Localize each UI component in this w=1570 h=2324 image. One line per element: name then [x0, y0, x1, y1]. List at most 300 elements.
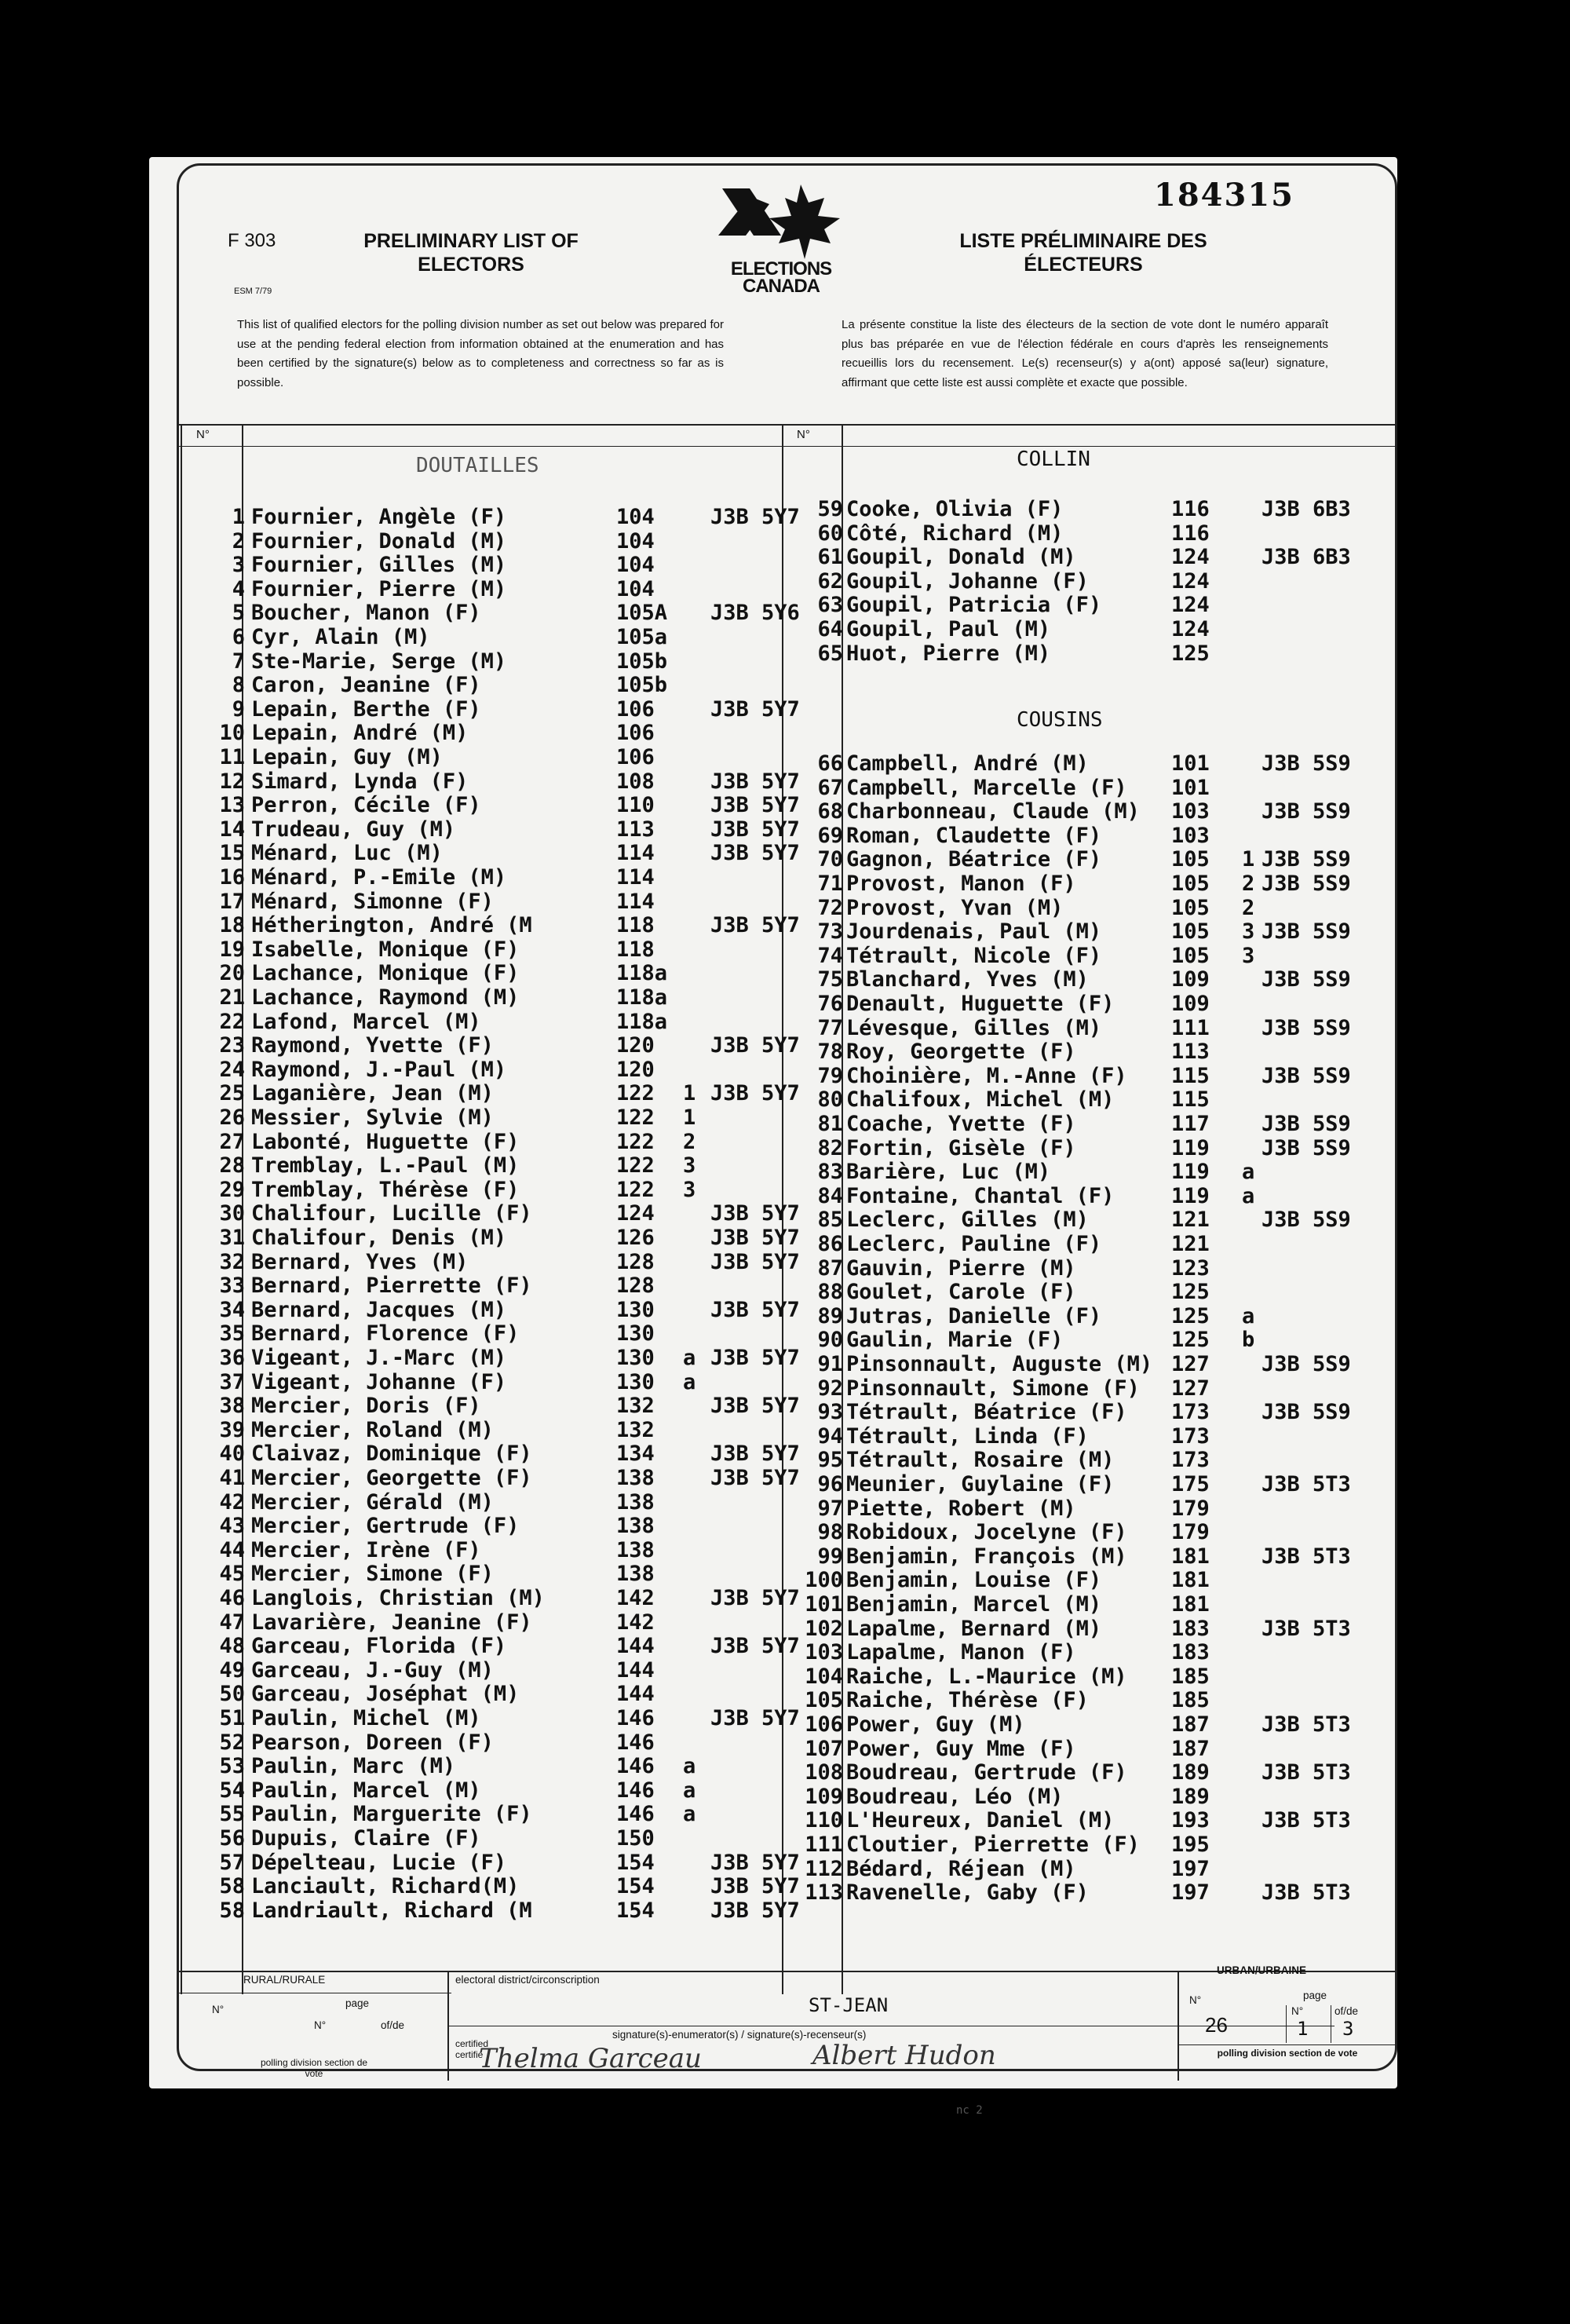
elector-address: 103 — [1171, 823, 1210, 848]
elector-name: Provost, Manon (F) — [846, 872, 1076, 896]
elector-address: 181 — [1171, 1568, 1210, 1593]
elector-number: 77 — [817, 1015, 843, 1040]
elector-number: 31 — [219, 1226, 245, 1250]
elector-number: 29 — [219, 1177, 245, 1202]
elector-number: 49 — [219, 1657, 245, 1683]
rural-no-label: N° — [212, 2004, 225, 2015]
elector-number: 60 — [817, 521, 843, 546]
elector-number: 72 — [817, 895, 843, 920]
urban-polling-label: polling division section de vote — [1217, 2048, 1358, 2059]
elector-number: 47 — [219, 1610, 245, 1635]
elector-address: 120 — [616, 1057, 655, 1082]
elector-name: Chalifour, Denis (M) — [251, 1226, 507, 1250]
elector-name: Paulin, Marguerite (F) — [251, 1802, 532, 1827]
elector-address: 105 — [1171, 872, 1210, 896]
elector-number: 9 — [232, 696, 245, 722]
elector-address: 130 — [616, 1297, 655, 1322]
elector-address: 127 — [1171, 1376, 1210, 1401]
logo-line2: CANADA — [743, 276, 820, 297]
elector-number: 63 — [817, 593, 843, 618]
elector-address-suffix: a — [683, 1802, 696, 1827]
elector-address-suffix: 1 — [1242, 847, 1255, 872]
elector-name: Langlois, Christian (M) — [251, 1586, 545, 1610]
elector-number: 53 — [219, 1754, 245, 1779]
elector-address-suffix: 2 — [683, 1129, 696, 1154]
elector-postal-code: J3B 5Y7 — [710, 1201, 800, 1226]
elector-number: 95 — [817, 1448, 843, 1473]
elector-number: 45 — [219, 1562, 245, 1587]
elector-address: 114 — [616, 841, 655, 866]
elector-address-suffix: a — [1242, 1303, 1255, 1328]
elector-address: 105 — [1171, 943, 1210, 968]
urban-cell-rule-1 — [1286, 2005, 1287, 2043]
elector-name: Chalifour, Lucille (F) — [251, 1201, 532, 1226]
elector-name: Raiche, L.-Maurice (M) — [846, 1664, 1127, 1689]
elector-name: Lachance, Raymond (M) — [251, 985, 520, 1010]
elector-name: Barière, Luc (M) — [846, 1160, 1051, 1185]
elector-name: Caron, Jeanine (F) — [251, 673, 481, 698]
elector-number: 33 — [219, 1273, 245, 1299]
elector-address: 183 — [1171, 1616, 1210, 1641]
elector-postal-code: J3B 5T3 — [1261, 1712, 1351, 1737]
rural-no-label-2: N° — [314, 2019, 327, 2031]
elector-address: 125 — [1171, 1303, 1210, 1328]
elector-name: Benjamin, Louise (F) — [846, 1568, 1102, 1593]
title-french: LISTE PRÉLIMINAIRE DES ÉLECTEURS — [959, 230, 1207, 276]
elector-number: 44 — [219, 1537, 245, 1562]
elector-name: Tremblay, Thérèse (F) — [251, 1177, 520, 1202]
elector-number: 71 — [817, 872, 843, 896]
elector-number: 75 — [817, 967, 843, 992]
elector-address: 119 — [1171, 1135, 1210, 1160]
elector-name: Lepain, Berthe (F) — [251, 696, 481, 722]
elector-name: Fournier, Gilles (M) — [251, 553, 507, 578]
elector-address: 122 — [616, 1153, 655, 1178]
elector-name: Pinsonnault, Auguste (M) — [846, 1352, 1153, 1376]
elector-address: 115 — [1171, 1087, 1210, 1113]
elector-name: Isabelle, Monique (F) — [251, 937, 520, 962]
elector-number: 92 — [817, 1376, 843, 1401]
electors-list-sheet — [149, 157, 1397, 2117]
elector-name: Mercier, Roland (M) — [251, 1417, 494, 1442]
elector-name: Gagnon, Béatrice (F) — [846, 847, 1102, 872]
elector-postal-code: J3B 5S9 — [1261, 1015, 1351, 1040]
elector-number: 13 — [219, 793, 245, 818]
elector-address: 144 — [616, 1634, 655, 1659]
elector-name: Roy, Georgette (F) — [846, 1040, 1076, 1065]
elector-name: Goupil, Johanne (F) — [846, 568, 1089, 594]
elector-address: 138 — [616, 1562, 655, 1587]
maple-leaf-x-icon — [706, 181, 856, 267]
elector-number: 88 — [817, 1280, 843, 1305]
elector-name: Boucher, Manon (F) — [251, 601, 481, 626]
elector-address: 197 — [1171, 1880, 1210, 1906]
elector-address: 154 — [616, 1898, 655, 1923]
urban-of-value: 3 — [1342, 2018, 1354, 2040]
elector-address: 124 — [1171, 593, 1210, 618]
elector-number: 82 — [817, 1135, 843, 1160]
title-english: PRELIMINARY LIST OF ELECTORS — [363, 230, 579, 276]
urban-of-label: of/de — [1334, 2005, 1359, 2017]
elector-address: 122 — [616, 1105, 655, 1130]
elector-number: 113 — [805, 1880, 843, 1906]
elector-postal-code: J3B 5S9 — [1261, 1208, 1351, 1233]
elector-number: 56 — [219, 1826, 245, 1851]
elector-name: Fortin, Gisèle (F) — [846, 1135, 1076, 1160]
elector-number: 7 — [232, 649, 245, 674]
elector-address: 104 — [616, 505, 655, 529]
elector-number: 66 — [817, 751, 843, 776]
section-heading-collin: COLLIN — [1017, 448, 1090, 471]
signature-label: signature(s)-enumerator(s) / signature(s)-recenseur(s) — [612, 2029, 867, 2041]
elector-name: Dépelteau, Lucie (F) — [251, 1850, 507, 1875]
elector-address: 109 — [1171, 992, 1210, 1016]
elector-number: 39 — [219, 1417, 245, 1442]
elector-name: Boudreau, Gertrude (F) — [846, 1760, 1127, 1785]
elector-name: Tétrault, Linda (F) — [846, 1423, 1089, 1449]
elector-postal-code: J3B 5Y7 — [710, 1706, 800, 1730]
elector-number: 42 — [219, 1489, 245, 1515]
elector-address: 189 — [1171, 1760, 1210, 1785]
form-subcode: ESM 7/79 — [234, 287, 272, 296]
elector-name: Jutras, Danielle (F) — [846, 1303, 1102, 1328]
elector-name: Lepain, Guy (M) — [251, 745, 443, 769]
rural-of-label: of/de — [381, 2019, 405, 2031]
signature-2: Albert Hudon — [812, 2040, 996, 2071]
elector-address: 138 — [616, 1466, 655, 1490]
elector-number: 19 — [219, 937, 245, 962]
elector-address: 187 — [1171, 1712, 1210, 1737]
elector-address: 125 — [1171, 1280, 1210, 1305]
elector-name: Campbell, Marcelle (F) — [846, 775, 1127, 800]
elector-address: 195 — [1171, 1833, 1210, 1857]
elector-name: Perron, Cécile (F) — [251, 793, 481, 818]
elector-address: 138 — [616, 1514, 655, 1539]
elector-name: Ravenelle, Gaby (F) — [846, 1880, 1089, 1906]
elector-number: 73 — [817, 919, 843, 945]
elector-name: Jourdenais, Paul (M) — [846, 919, 1102, 945]
elector-postal-code: J3B 5Y7 — [710, 793, 800, 818]
elector-address: 118 — [616, 937, 655, 962]
elector-address: 126 — [616, 1226, 655, 1250]
elector-name: Chalifoux, Michel (M) — [846, 1087, 1115, 1113]
elector-address: 109 — [1171, 967, 1210, 992]
elector-name: Tétrault, Nicole (F) — [846, 943, 1102, 968]
elector-address: 114 — [616, 889, 655, 914]
elector-name: Lanciault, Richard(M) — [251, 1874, 520, 1899]
elector-name: Piette, Robert (M) — [846, 1496, 1076, 1521]
elector-name: Benjamin, Marcel (M) — [846, 1592, 1102, 1617]
elector-address: 146 — [616, 1730, 655, 1755]
elector-number: 57 — [219, 1850, 245, 1875]
elector-address: 154 — [616, 1850, 655, 1875]
elector-number: 97 — [817, 1496, 843, 1521]
elector-number: 108 — [805, 1760, 843, 1785]
elector-number: 15 — [219, 841, 245, 866]
elector-postal-code: J3B 5S9 — [1261, 872, 1351, 896]
district-label: electoral district/circonscription — [455, 1974, 600, 1986]
rural-label: RURAL/RURALE — [243, 1974, 326, 1986]
elector-name: Campbell, André (M) — [846, 751, 1089, 776]
col-no-right: N° — [797, 428, 810, 441]
elector-name: Boudreau, Léo (M) — [846, 1784, 1064, 1809]
elector-postal-code: J3B 6B3 — [1261, 545, 1351, 570]
elector-name: Goupil, Paul (M) — [846, 617, 1051, 641]
elector-address: 105 — [1171, 895, 1210, 920]
elector-address-suffix: a — [1242, 1183, 1255, 1208]
elector-address: 122 — [616, 1081, 655, 1106]
elector-address: 173 — [1171, 1423, 1210, 1449]
elector-number: 109 — [805, 1784, 843, 1809]
elector-address: 101 — [1171, 751, 1210, 776]
elector-number: 84 — [817, 1183, 843, 1208]
elector-address-suffix: 3 — [1242, 943, 1255, 968]
elector-name: Bernard, Yves (M) — [251, 1249, 469, 1274]
elector-postal-code: J3B 5T3 — [1261, 1616, 1351, 1641]
elector-number: 37 — [219, 1369, 245, 1394]
elector-address: 128 — [616, 1273, 655, 1299]
elector-postal-code: J3B 5T3 — [1261, 1760, 1351, 1785]
elector-number: 21 — [219, 985, 245, 1010]
elector-number: 46 — [219, 1586, 245, 1610]
elector-postal-code: J3B 5Y7 — [710, 769, 800, 794]
elector-postal-code: J3B 5Y7 — [710, 1346, 800, 1370]
elector-address: 146 — [616, 1802, 655, 1827]
elector-number: 16 — [219, 865, 245, 890]
elector-name: Bernard, Florence (F) — [251, 1321, 520, 1347]
elector-postal-code: J3B 5T3 — [1261, 1880, 1351, 1906]
elector-number: 27 — [219, 1129, 245, 1154]
elector-address: 125 — [1171, 1328, 1210, 1353]
elector-address: 118a — [616, 985, 668, 1010]
elector-address: 138 — [616, 1537, 655, 1562]
elector-address: 118a — [616, 1009, 668, 1034]
elector-number: 22 — [219, 1009, 245, 1034]
footer-rule — [177, 1971, 1397, 1972]
elector-number: 36 — [219, 1346, 245, 1370]
elector-number: 83 — [817, 1160, 843, 1185]
elector-number: 1 — [232, 505, 245, 529]
elector-name: Tremblay, L.-Paul (M) — [251, 1153, 520, 1178]
elector-name: Gauvin, Pierre (M) — [846, 1255, 1076, 1281]
elector-address: 124 — [1171, 568, 1210, 594]
bottom-handwritten-mark: nc 2 — [956, 2104, 983, 2117]
elector-postal-code: J3B 5S9 — [1261, 1352, 1351, 1376]
elector-number: 61 — [817, 545, 843, 570]
elector-address: 118a — [616, 961, 668, 986]
elector-number: 2 — [232, 528, 245, 554]
elector-name: Fournier, Donald (M) — [251, 528, 507, 554]
district-value: ST-JEAN — [809, 1994, 889, 2016]
elector-number: 65 — [817, 641, 843, 666]
elector-address: 101 — [1171, 775, 1210, 800]
elector-number: 85 — [817, 1208, 843, 1233]
elector-name: Mercier, Doris (F) — [251, 1394, 481, 1419]
elector-postal-code: J3B 5Y7 — [710, 913, 800, 938]
elector-address: 144 — [616, 1657, 655, 1683]
elector-number: 17 — [219, 889, 245, 914]
elector-name: Goulet, Carole (F) — [846, 1280, 1076, 1305]
urban-no-label: N° — [1189, 1994, 1202, 2006]
elector-postal-code: J3B 5Y7 — [710, 817, 800, 842]
elector-name: Mercier, Georgette (F) — [251, 1466, 532, 1490]
elector-number: 98 — [817, 1520, 843, 1545]
elector-postal-code: J3B 5Y7 — [710, 1226, 800, 1250]
elector-postal-code: J3B 5Y7 — [710, 1634, 800, 1659]
elector-address: 122 — [616, 1129, 655, 1154]
elector-number: 55 — [219, 1802, 245, 1827]
elector-name: Lepain, André (M) — [251, 721, 469, 746]
elector-address: 130 — [616, 1321, 655, 1347]
elector-address: 119 — [1171, 1183, 1210, 1208]
section-heading-cousins: COUSINS — [1017, 708, 1103, 732]
elector-name: Cloutier, Pierrette (F) — [846, 1833, 1140, 1857]
elector-name: Mercier, Gérald (M) — [251, 1489, 494, 1515]
elector-name: Benjamin, François (M) — [846, 1544, 1127, 1569]
col-no-left: N° — [196, 428, 210, 441]
elector-number: 50 — [219, 1682, 245, 1707]
elector-name: Côté, Richard (M) — [846, 521, 1064, 546]
elector-address-suffix: a — [683, 1346, 696, 1370]
rural-polling-label: polling division section de vote — [260, 2057, 368, 2079]
elector-number: 5 — [232, 601, 245, 626]
elector-address: 181 — [1171, 1544, 1210, 1569]
elector-address-suffix: a — [683, 1369, 696, 1394]
elector-name: Trudeau, Guy (M) — [251, 817, 456, 842]
elector-address: 173 — [1171, 1400, 1210, 1425]
elector-postal-code: J3B 5Y7 — [710, 1442, 800, 1467]
elector-address: 121 — [1171, 1232, 1210, 1256]
elector-address: 116 — [1171, 521, 1210, 546]
elector-postal-code: J3B 5Y7 — [710, 1033, 800, 1058]
intro-french: La présente constitue la liste des électeurs de la section de vote dont le numéro apparaît plus bas préparée en vue de l'élection fédérale en cours d'après les renseignements recueillis lors du recensement. Le(s) recenseur(s) y a(ont) apposé sa(leur) signature, affirmant que cette liste est aussi complète et exacte que possible. — [842, 318, 1328, 389]
elector-number: 3 — [232, 553, 245, 578]
elector-name: Cyr, Alain (M) — [251, 625, 430, 649]
elector-postal-code: J3B 5Y7 — [710, 1297, 800, 1322]
elector-name: Raymond, J.-Paul (M) — [251, 1057, 507, 1082]
elector-address: 105 — [1171, 919, 1210, 945]
elector-number: 59 — [817, 497, 843, 521]
elector-name: Pinsonnault, Simone (F) — [846, 1376, 1140, 1401]
elector-address: 134 — [616, 1442, 655, 1467]
elector-address: 113 — [1171, 1040, 1210, 1065]
elector-name: Fontaine, Chantal (F) — [846, 1183, 1115, 1208]
rural-page-label: page — [345, 1997, 370, 2009]
elector-number: 111 — [805, 1833, 843, 1857]
elector-address: 104 — [616, 576, 655, 601]
elector-address: 106 — [616, 721, 655, 746]
elector-number: 89 — [817, 1303, 843, 1328]
elector-address: 132 — [616, 1417, 655, 1442]
elector-address: 175 — [1171, 1472, 1210, 1496]
elector-address: 150 — [616, 1826, 655, 1851]
elector-name: Laganière, Jean (M) — [251, 1081, 494, 1106]
elector-address-suffix: 3 — [683, 1153, 696, 1178]
elector-name: Leclerc, Gilles (M) — [846, 1208, 1089, 1233]
elector-number: 100 — [805, 1568, 843, 1593]
elector-number: 103 — [805, 1640, 843, 1665]
elector-name: Paulin, Marcel (M) — [251, 1778, 481, 1803]
elector-number: 20 — [219, 961, 245, 986]
certified-label: certified certifié — [455, 2038, 489, 2060]
elector-name: Goupil, Patricia (F) — [846, 593, 1102, 618]
elector-number: 69 — [817, 823, 843, 848]
elector-address-suffix: a — [683, 1778, 696, 1803]
elector-number: 54 — [219, 1778, 245, 1803]
urban-page-value: 1 — [1297, 2018, 1309, 2040]
elector-number: 41 — [219, 1466, 245, 1490]
elector-number: 18 — [219, 913, 245, 938]
elector-name: Vigeant, J.-Marc (M) — [251, 1346, 507, 1370]
elector-name: Tétrault, Rosaire (M) — [846, 1448, 1115, 1473]
elector-address-suffix: a — [1242, 1160, 1255, 1185]
elector-address: 105 — [1171, 847, 1210, 872]
elector-number: 6 — [232, 625, 245, 649]
elector-number: 87 — [817, 1255, 843, 1281]
elector-name: Coache, Yvette (F) — [846, 1112, 1076, 1136]
elector-number: 40 — [219, 1442, 245, 1467]
elector-address: 185 — [1171, 1664, 1210, 1689]
elector-name: Hétherington, André (M — [251, 913, 532, 938]
elector-name: Mercier, Gertrude (F) — [251, 1514, 520, 1539]
urban-rule — [1178, 2044, 1397, 2045]
elector-number: 8 — [232, 673, 245, 698]
elector-number: 107 — [805, 1736, 843, 1761]
header-rule — [177, 424, 1397, 426]
elector-number: 48 — [219, 1634, 245, 1659]
elector-address: 189 — [1171, 1784, 1210, 1809]
elector-address-suffix: a — [683, 1754, 696, 1779]
elector-number: 10 — [219, 721, 245, 746]
elector-name: Ménard, P.-Emile (M) — [251, 865, 507, 890]
elector-number: 30 — [219, 1201, 245, 1226]
urban-page-label: page — [1303, 1990, 1327, 2001]
elector-address: 124 — [1171, 617, 1210, 641]
elector-address: 115 — [1171, 1063, 1210, 1088]
elector-address: 114 — [616, 865, 655, 890]
elector-number: 28 — [219, 1153, 245, 1178]
elector-address: 108 — [616, 769, 655, 794]
elector-number: 32 — [219, 1249, 245, 1274]
elector-address: 193 — [1171, 1808, 1210, 1833]
elector-address-suffix: 3 — [683, 1177, 696, 1202]
elector-name: Labonté, Huguette (F) — [251, 1129, 520, 1154]
elector-number: 26 — [219, 1105, 245, 1130]
elector-address: 117 — [1171, 1112, 1210, 1136]
elector-address-suffix: 1 — [683, 1105, 696, 1130]
elector-name: Messier, Sylvie (M) — [251, 1105, 494, 1130]
elector-number: 110 — [805, 1808, 843, 1833]
elector-address: 105a — [616, 625, 668, 649]
elector-name: Garceau, Joséphat (M) — [251, 1682, 520, 1707]
elector-address: 105b — [616, 673, 668, 698]
elector-number: 51 — [219, 1706, 245, 1730]
elector-name: Paulin, Marc (M) — [251, 1754, 456, 1779]
form-code: F 303 — [228, 230, 276, 251]
elector-name: Leclerc, Pauline (F) — [846, 1232, 1102, 1256]
elector-name: Ste-Marie, Serge (M) — [251, 649, 507, 674]
footer-divider-right — [1178, 1971, 1179, 2081]
elector-address: 146 — [616, 1706, 655, 1730]
elector-address: 144 — [616, 1682, 655, 1707]
urban-no-label-2: N° — [1291, 2005, 1304, 2017]
elector-name: Bernard, Pierrette (F) — [251, 1273, 532, 1299]
elector-address: 128 — [616, 1249, 655, 1274]
elector-number: 23 — [219, 1033, 245, 1058]
elector-postal-code: J3B 5Y7 — [710, 1850, 800, 1875]
elector-name: Raiche, Thérèse (F) — [846, 1688, 1089, 1713]
elector-address-suffix: 2 — [1242, 895, 1255, 920]
